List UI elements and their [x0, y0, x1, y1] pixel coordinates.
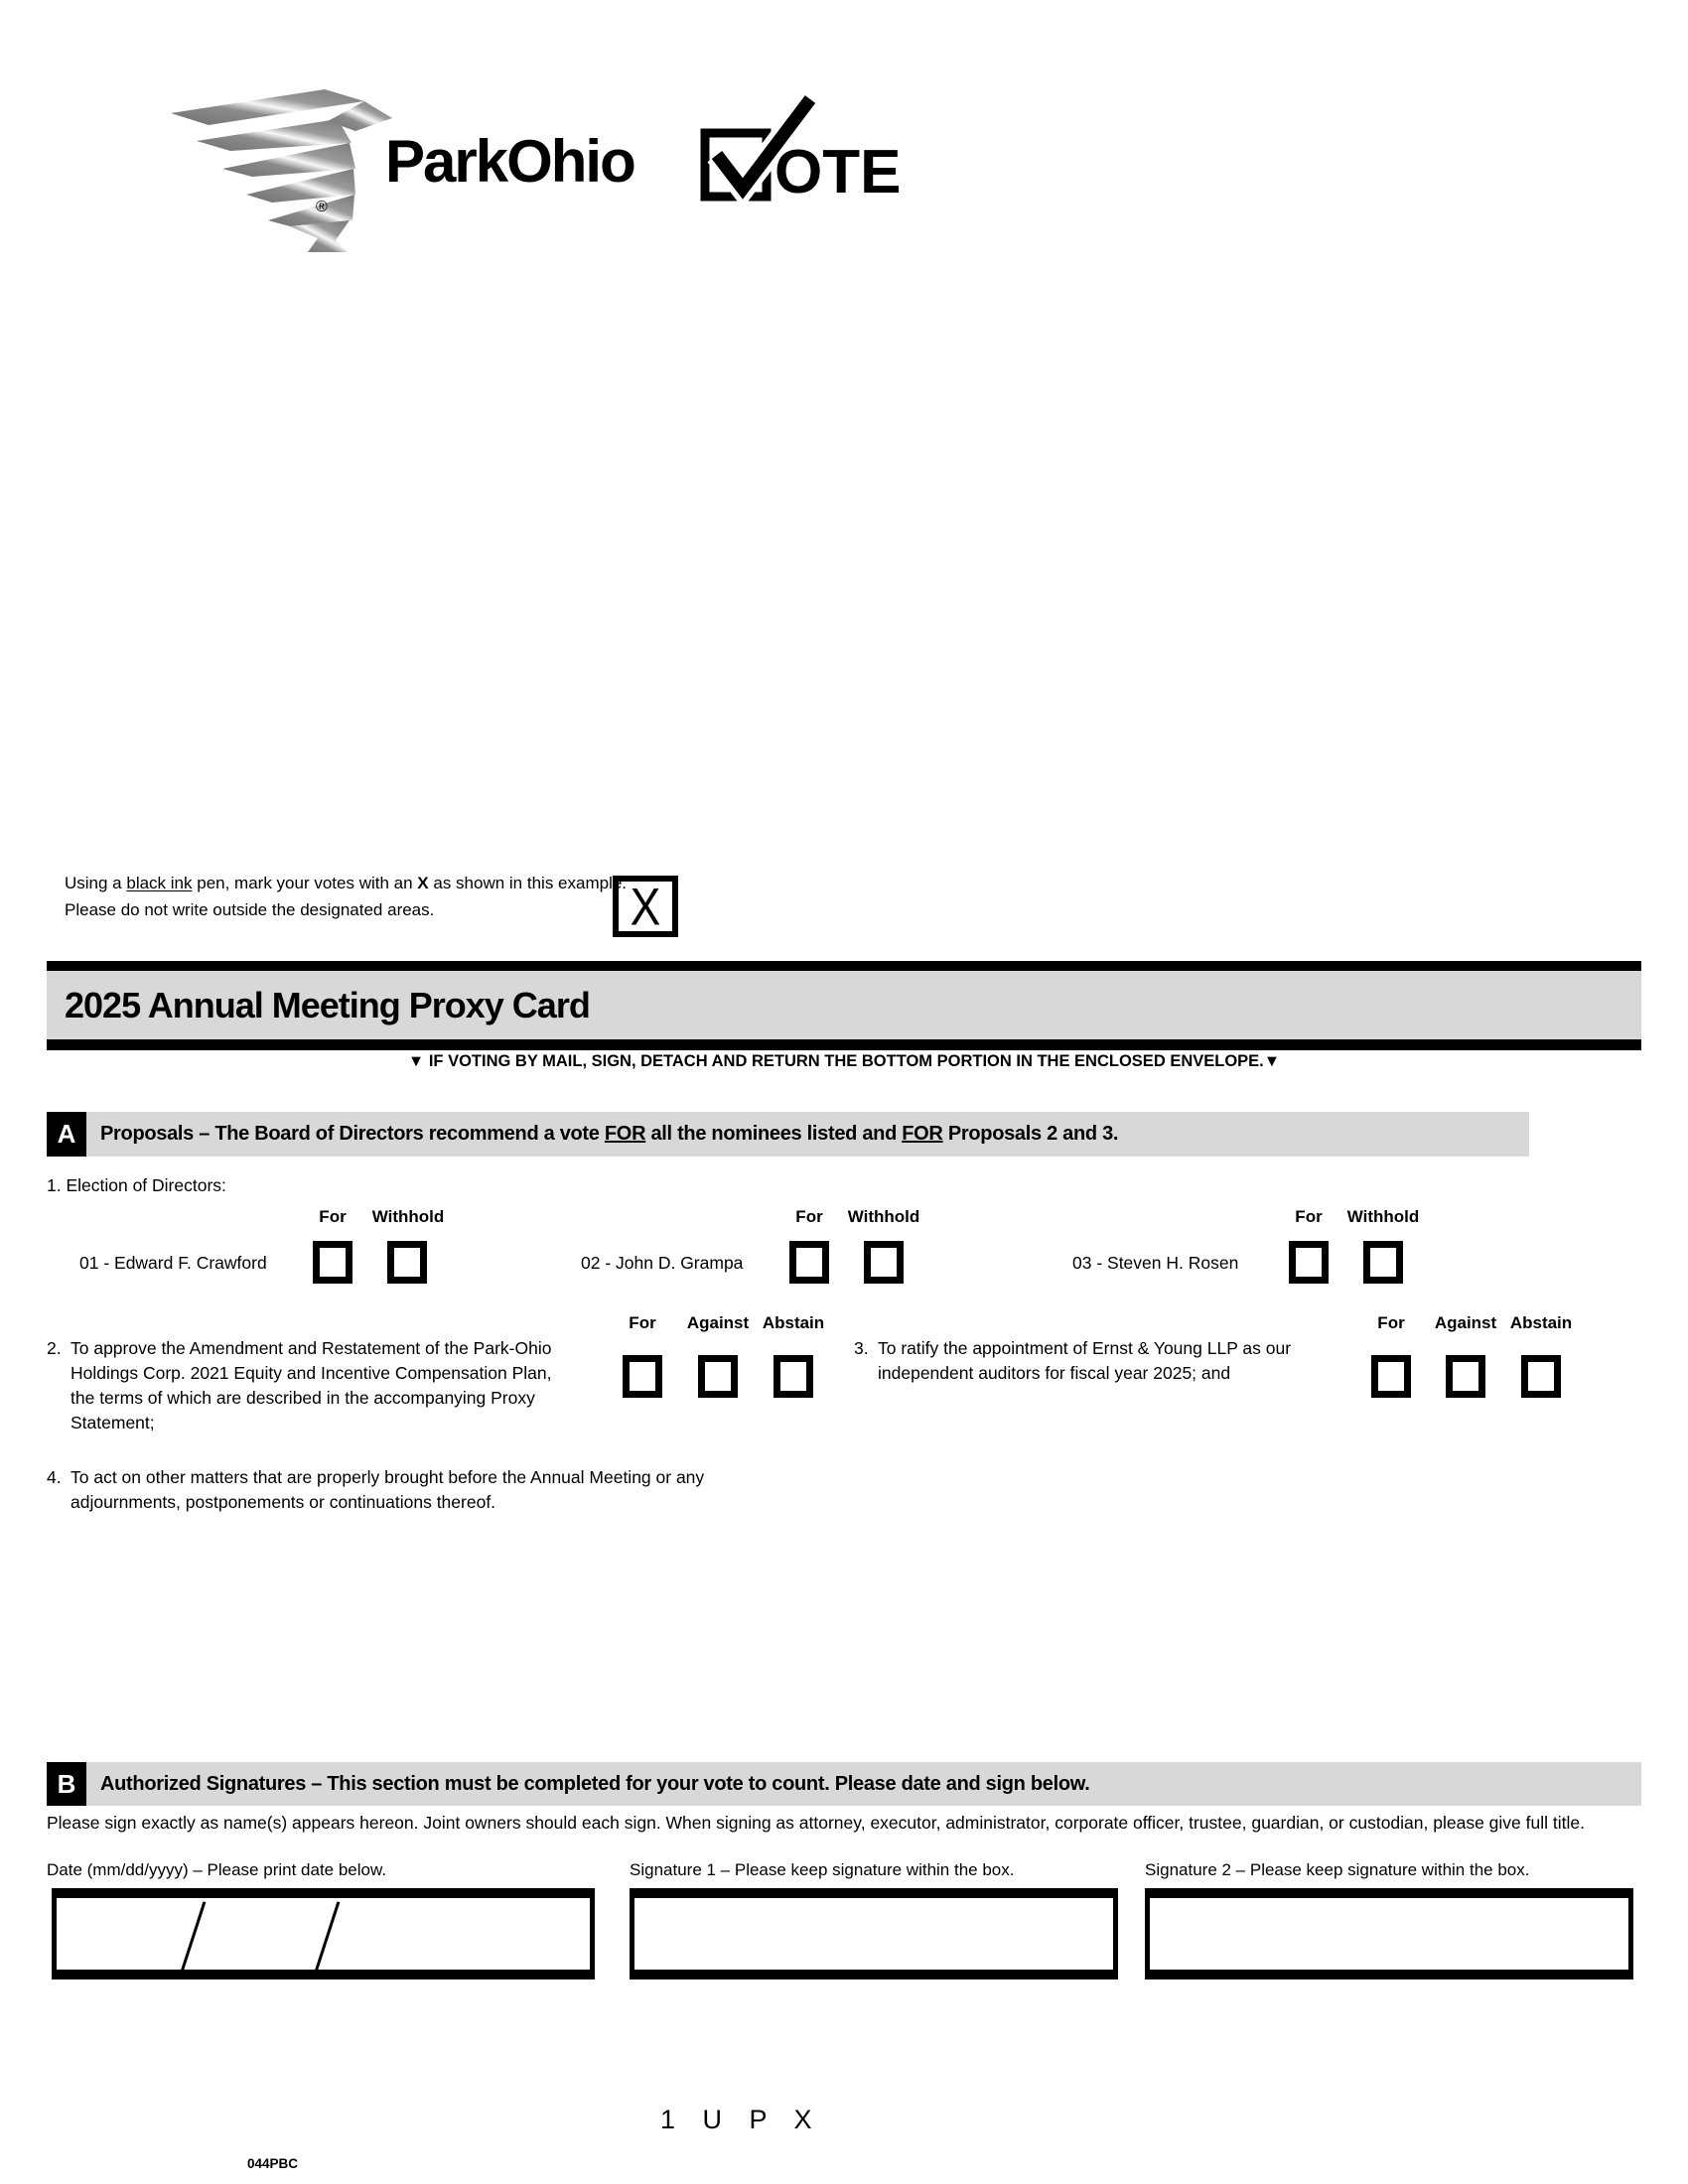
signature-1-label: Signature 1 – Please keep signature within the box. [630, 1860, 1015, 1879]
proposal-4-text: 4. To act on other matters that are properly brought before the Annual Meeting or any adjournments, postponements or continuations thereof. [47, 1467, 705, 1512]
nominee-03-for-checkbox[interactable] [1289, 1241, 1329, 1284]
page-title: 2025 Annual Meeting Proxy Card [65, 985, 590, 1025]
proposal-2-abstain-checkbox[interactable] [774, 1355, 813, 1398]
date-label: Date (mm/dd/yyyy) – Please print date below. [47, 1860, 387, 1879]
section-b-letter: B [47, 1762, 86, 1806]
proposal-2-text: 2. To approve the Amendment and Restatement of the Park-Ohio Holdings Corp. 2021 Equity and Incentive Compensation Plan, the terms of which are described in the accompanying Proxy Statement; [47, 1338, 552, 1433]
nominee-01-withhold-checkbox[interactable] [387, 1241, 427, 1284]
down-triangle-icon: ▼ [407, 1052, 425, 1070]
col-against-label: Against [686, 1313, 750, 1332]
proposal-3-against-checkbox[interactable] [1446, 1355, 1485, 1398]
signature-1-box[interactable] [630, 1888, 1118, 1979]
col-for-label: For [319, 1207, 347, 1226]
signature-2-label: Signature 2 – Please keep signature within the box. [1145, 1860, 1530, 1879]
example-x-mark: X [630, 877, 661, 936]
section-b-header [47, 1762, 1641, 1806]
nominee-01-label: 01 - Edward F. Crawford [79, 1253, 267, 1273]
signature-2-box[interactable] [1145, 1888, 1633, 1979]
nominee-01-for-checkbox[interactable] [313, 1241, 352, 1284]
top-rule [47, 961, 1641, 971]
instruction-line-1: Using a black ink pen, mark your votes with an X as shown in this example. [65, 874, 628, 892]
form-code: 044PBC [247, 2156, 299, 2171]
col-abstain-label: Abstain [762, 1313, 825, 1332]
proposal-3-text: 3. To ratify the appointment of Ernst & Young LLP as our independent auditors for fiscal year 2025; and [854, 1338, 1292, 1383]
upx-code: 1 U P X [660, 2105, 822, 2134]
col-for-label: For [795, 1207, 823, 1226]
vote-word-rest: OTE [774, 138, 902, 206]
registered-trademark: ® [316, 199, 328, 215]
col-for-label: For [629, 1313, 656, 1332]
col-for-label: For [1295, 1207, 1323, 1226]
date-input-box[interactable] [52, 1888, 595, 1979]
col-withhold-label: Withhold [1346, 1207, 1420, 1226]
brand-name: ParkOhio [385, 128, 634, 195]
section-a-header [47, 1112, 1529, 1157]
proposal-3-for-checkbox[interactable] [1371, 1355, 1411, 1398]
down-triangle-icon: ▼ [1263, 1052, 1281, 1070]
signature-instructions: Please sign exactly as name(s) appears hereon. Joint owners should each sign. When signing as attorney, executor, administrator, corporate officer, trustee, guardian, or custodian, please give full title. [47, 1813, 1585, 1833]
col-abstain-label: Abstain [1509, 1313, 1573, 1332]
proposal-2-against-checkbox[interactable] [698, 1355, 738, 1398]
section-a-heading: Proposals – The Board of Directors recommend a vote FOR all the nominees listed and FOR Proposals 2 and 3. [100, 1123, 1119, 1145]
nominee-02-withhold-checkbox[interactable] [864, 1241, 904, 1284]
nominee-03-label: 03 - Steven H. Rosen [1072, 1253, 1239, 1273]
nominee-03-withhold-checkbox[interactable] [1363, 1241, 1403, 1284]
vote-checkmark-logo-icon [693, 89, 907, 206]
parkohio-eagle-logo-icon [161, 85, 394, 259]
col-withhold-label: Withhold [847, 1207, 920, 1226]
section-b-heading: Authorized Signatures – This section must be completed for your vote to count. Please date and sign below. [100, 1772, 1090, 1795]
bottom-rule [47, 1039, 1641, 1050]
section-a-letter: A [47, 1112, 86, 1157]
nominee-02-for-checkbox[interactable] [789, 1241, 829, 1284]
title-band [47, 971, 1641, 1039]
marking-instructions [65, 870, 627, 923]
election-of-directors-label: 1. Election of Directors: [47, 1175, 226, 1195]
example-mark-box [613, 876, 678, 937]
mail-voting-notice: ▼ IF VOTING BY MAIL, SIGN, DETACH AND RETURN THE BOTTOM PORTION IN THE ENCLOSED ENVELOPE.▼ [407, 1052, 1281, 1070]
col-for-label: For [1377, 1313, 1405, 1332]
proposal-2-for-checkbox[interactable] [623, 1355, 662, 1398]
nominee-02-label: 02 - John D. Grampa [581, 1253, 744, 1273]
proposal-3-abstain-checkbox[interactable] [1521, 1355, 1561, 1398]
col-withhold-label: Withhold [371, 1207, 445, 1226]
col-against-label: Against [1434, 1313, 1497, 1332]
instruction-line-2: Please do not write outside the designated areas. [65, 900, 435, 919]
